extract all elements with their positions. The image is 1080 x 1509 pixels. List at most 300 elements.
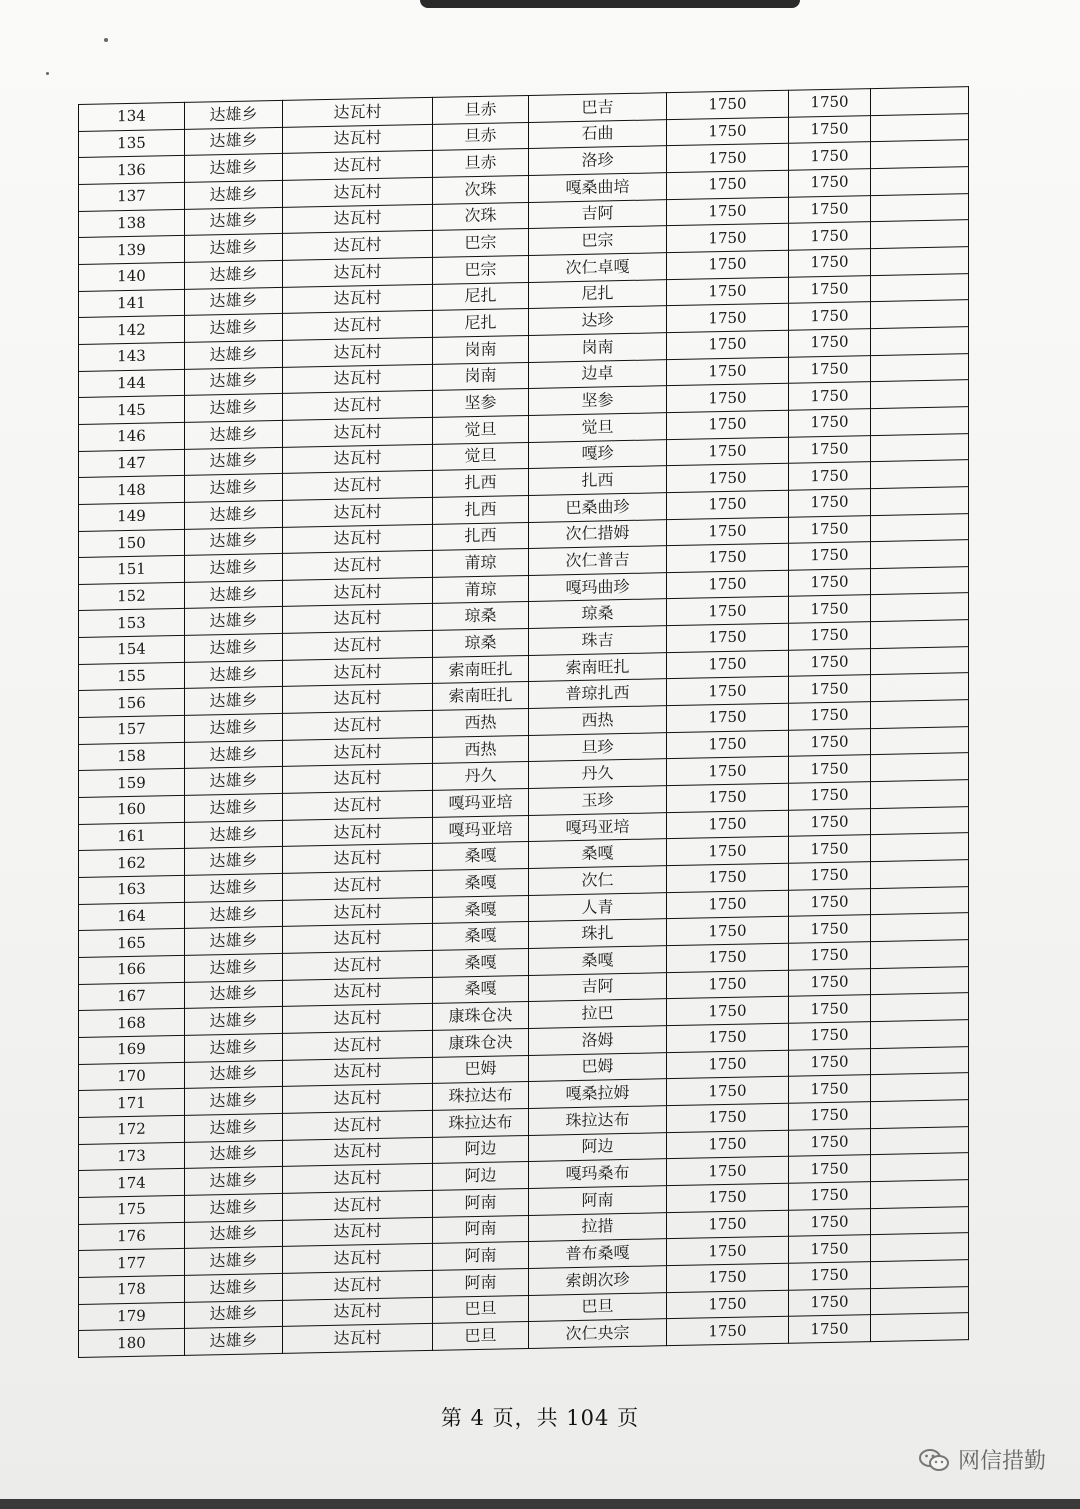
table-cell: 琼桑	[529, 599, 667, 628]
table-cell: 达瓦村	[283, 204, 433, 234]
scan-edge	[0, 1499, 1080, 1509]
table-cell: 1750	[789, 382, 871, 410]
table-cell: 1750	[789, 888, 871, 916]
table-cell	[871, 1180, 969, 1209]
table-cell: 1750	[789, 249, 871, 277]
table-cell: 167	[79, 982, 185, 1011]
table-cell	[871, 833, 969, 862]
table-cell	[871, 220, 969, 249]
table-cell	[871, 700, 969, 729]
table-cell: 1750	[667, 1263, 789, 1292]
table-cell: 达雄乡	[185, 793, 283, 822]
table-cell: 珠吉	[529, 626, 667, 655]
table-cell: 康珠仓决	[433, 1002, 529, 1031]
table-cell: 桑嘎	[433, 975, 529, 1004]
table-cell: 达雄乡	[185, 820, 283, 849]
table-cell: 洛珍	[529, 146, 667, 175]
table-cell: 莆琼	[433, 575, 529, 604]
table-cell: 1750	[789, 222, 871, 250]
table-cell: 1750	[667, 144, 789, 173]
table-cell	[871, 380, 969, 409]
table-cell: 琼桑	[433, 629, 529, 658]
table-cell: 达雄乡	[185, 1007, 283, 1036]
table-cell: 166	[79, 955, 185, 984]
table-cell: 岗南	[433, 362, 529, 391]
table-cell: 1750	[789, 115, 871, 143]
table-cell: 达雄乡	[185, 500, 283, 529]
table-cell: 163	[79, 875, 185, 904]
table-cell: 180	[79, 1329, 185, 1358]
table-cell: 1750	[667, 357, 789, 386]
table-cell: 1750	[667, 677, 789, 706]
table-cell: 扎西	[433, 469, 529, 498]
dust-speck	[104, 38, 108, 42]
table-cell	[871, 193, 969, 222]
table-cell: 索南旺扎	[529, 652, 667, 681]
table-cell: 1750	[667, 810, 789, 839]
table-cell	[871, 993, 969, 1022]
table-cell: 拉巴	[529, 999, 667, 1028]
table-cell: 达瓦村	[283, 444, 433, 474]
table-cell: 达瓦村	[283, 124, 433, 154]
table-cell: 达瓦村	[283, 577, 433, 607]
table-cell: 索朗次珍	[529, 1266, 667, 1295]
table-cell: 1750	[667, 517, 789, 546]
table-cell: 1750	[667, 303, 789, 332]
table-cell	[871, 1313, 969, 1342]
table-cell: 150	[79, 529, 185, 558]
table-cell: 达瓦村	[283, 1244, 433, 1274]
table-cell: 1750	[789, 1022, 871, 1050]
table-cell: 桑嘎	[433, 948, 529, 977]
table-cell: 1750	[667, 383, 789, 412]
table-cell: 达雄乡	[185, 900, 283, 929]
table-cell: 拉措	[529, 1212, 667, 1241]
table-cell	[871, 1153, 969, 1182]
table-cell: 达雄乡	[185, 260, 283, 289]
table-cell: 吉阿	[529, 199, 667, 228]
table-cell	[871, 540, 969, 569]
table-cell: 达雄乡	[185, 847, 283, 876]
table-cell: 嘎桑曲培	[529, 173, 667, 202]
table-cell: 达瓦村	[283, 337, 433, 367]
table-cell: 达雄乡	[185, 1033, 283, 1062]
table-cell: 达瓦村	[283, 950, 433, 980]
table-cell: 146	[79, 422, 185, 451]
table-cell: 1750	[789, 195, 871, 223]
wechat-icon	[918, 1447, 950, 1473]
watermark-text: 网信措勤	[957, 1449, 1046, 1474]
household-table	[78, 86, 968, 1358]
table-cell: 达雄乡	[185, 740, 283, 769]
table-cell: 1750	[789, 1181, 871, 1209]
table-cell: 1750	[667, 837, 789, 866]
table-cell: 扎西	[433, 522, 529, 551]
table-cell: 1750	[667, 783, 789, 812]
table-cell: 嘎玛桑布	[529, 1159, 667, 1188]
table-cell: 1750	[667, 570, 789, 599]
table-cell: 158	[79, 742, 185, 771]
table-cell: 达雄乡	[185, 1220, 283, 1249]
table-cell	[871, 140, 969, 169]
table-cell: 桑嘎	[433, 842, 529, 871]
table-cell	[871, 966, 969, 995]
table-cell: 坚参	[433, 389, 529, 418]
table-cell: 达瓦村	[283, 684, 433, 714]
table-cell: 达瓦村	[283, 657, 433, 687]
table-cell: 阿南	[529, 1186, 667, 1215]
table-cell: 嘎玛曲珍	[529, 572, 667, 601]
table-cell: 1750	[667, 250, 789, 279]
table-cell: 1750	[789, 328, 871, 356]
table-cell	[871, 780, 969, 809]
table-cell: 1750	[789, 1128, 871, 1156]
table-cell: 1750	[667, 463, 789, 492]
table-cell: 石曲	[529, 119, 667, 148]
table-cell: 达雄乡	[185, 447, 283, 476]
table-cell: 1750	[789, 568, 871, 596]
table-cell: 达雄乡	[185, 580, 283, 609]
table-cell: 次珠	[433, 175, 529, 204]
table-cell: 次仁卓嘎	[529, 253, 667, 282]
table-cell: 135	[79, 129, 185, 158]
table-cell: 1750	[667, 1156, 789, 1185]
table-cell: 普布桑嘎	[529, 1239, 667, 1268]
table-cell: 1750	[789, 915, 871, 943]
table-cell: 达瓦村	[283, 817, 433, 847]
table-cell: 达瓦村	[283, 1084, 433, 1114]
table-cell	[871, 593, 969, 622]
table-cell: 178	[79, 1275, 185, 1304]
table-cell: 1750	[667, 1050, 789, 1079]
table-cell: 162	[79, 849, 185, 878]
table-cell: 达瓦村	[283, 497, 433, 527]
table-cell: 138	[79, 209, 185, 238]
table-cell: 珠扎	[529, 919, 667, 948]
table-cell: 达雄乡	[185, 873, 283, 902]
table-cell: 桑嘎	[433, 895, 529, 924]
table-cell: 达雄乡	[185, 660, 283, 689]
table-cell: 1750	[667, 1183, 789, 1212]
table-cell: 152	[79, 582, 185, 611]
table-cell: 1750	[667, 730, 789, 759]
table-cell: 达雄乡	[185, 767, 283, 796]
table-cell: 145	[79, 396, 185, 425]
table-cell	[871, 860, 969, 889]
table-cell	[871, 513, 969, 542]
table-cell: 168	[79, 1009, 185, 1038]
table-cell: 170	[79, 1062, 185, 1091]
table-cell: 达瓦村	[283, 737, 433, 767]
table-cell: 珠拉达布	[529, 1106, 667, 1135]
table-cell: 达瓦村	[283, 1164, 433, 1194]
table-cell: 157	[79, 715, 185, 744]
table-cell	[871, 460, 969, 489]
table-cell: 次珠	[433, 202, 529, 231]
table-cell: 西热	[433, 709, 529, 738]
table-cell: 1750	[789, 942, 871, 970]
table-cell: 岗南	[529, 333, 667, 362]
table-cell: 达雄乡	[185, 1087, 283, 1116]
table-cell: 达瓦村	[283, 257, 433, 287]
table-cell: 达瓦村	[283, 471, 433, 501]
table-cell: 1750	[789, 1235, 871, 1263]
table-cell: 1750	[789, 488, 871, 516]
table-cell: 达珍	[529, 306, 667, 335]
table-cell: 147	[79, 449, 185, 478]
table-cell	[871, 1100, 969, 1129]
table-cell: 1750	[667, 543, 789, 572]
table-cell: 达雄乡	[185, 554, 283, 583]
table-cell: 丹久	[529, 759, 667, 788]
table-cell: 桑嘎	[433, 922, 529, 951]
table-cell: 1750	[789, 595, 871, 623]
table-cell: 嘎桑拉姆	[529, 1079, 667, 1108]
table-cell	[871, 1259, 969, 1288]
table-cell	[871, 433, 969, 462]
table-cell: 165	[79, 929, 185, 958]
table-cell: 旦赤	[433, 95, 529, 124]
table-cell: 139	[79, 236, 185, 265]
table-cell	[871, 1286, 969, 1315]
table-cell: 1750	[789, 808, 871, 836]
table-cell: 160	[79, 795, 185, 824]
table-cell: 嘎玛亚培	[529, 812, 667, 841]
table-cell: 达雄乡	[185, 234, 283, 263]
table-cell: 1750	[667, 1103, 789, 1132]
table-cell: 达瓦村	[283, 1057, 433, 1087]
table-cell: 巴宗	[433, 255, 529, 284]
table-cell: 莆琼	[433, 549, 529, 578]
table-cell: 1750	[789, 89, 871, 117]
table-cell: 1750	[789, 142, 871, 170]
table-cell: 洛姆	[529, 1026, 667, 1055]
table-cell: 1750	[789, 1261, 871, 1289]
table-cell: 玉珍	[529, 786, 667, 815]
table-body	[79, 87, 969, 1358]
table-cell: 达雄乡	[185, 607, 283, 636]
table-cell: 1750	[789, 862, 871, 890]
table-cell: 巴宗	[529, 226, 667, 255]
table-cell	[871, 673, 969, 702]
table-cell: 珠拉达布	[433, 1082, 529, 1111]
table-cell	[871, 1206, 969, 1235]
table-cell: 嘎珍	[529, 439, 667, 468]
table-cell: 1750	[789, 995, 871, 1023]
table-cell: 阿边	[433, 1162, 529, 1191]
table-cell: 149	[79, 502, 185, 531]
table-cell: 1750	[667, 1023, 789, 1052]
table-cell: 155	[79, 662, 185, 691]
table-cell: 1750	[789, 835, 871, 863]
table-cell: 1750	[789, 1288, 871, 1316]
table-cell: 嘎玛亚培	[433, 789, 529, 818]
table-cell: 达瓦村	[283, 924, 433, 954]
table-cell: 达瓦村	[283, 311, 433, 341]
table-cell: 1750	[789, 1208, 871, 1236]
table-cell: 达瓦村	[283, 1030, 433, 1060]
table-cell: 174	[79, 1169, 185, 1198]
table-cell: 1750	[789, 355, 871, 383]
table-cell: 扎西	[529, 466, 667, 495]
table-cell: 达瓦村	[283, 1190, 433, 1220]
table-cell: 达瓦村	[283, 1110, 433, 1140]
table-cell: 达雄乡	[185, 340, 283, 369]
table-cell: 达雄乡	[185, 1193, 283, 1222]
table-cell: 169	[79, 1035, 185, 1064]
table-cell: 巴旦	[529, 1292, 667, 1321]
table-cell: 1750	[789, 275, 871, 303]
table-cell: 达雄乡	[185, 287, 283, 316]
table-cell: 阿南	[433, 1268, 529, 1297]
table-cell: 172	[79, 1115, 185, 1144]
table-cell: 1750	[789, 515, 871, 543]
table-cell: 达雄乡	[185, 314, 283, 343]
table-cell: 达瓦村	[283, 284, 433, 314]
table-cell	[871, 1073, 969, 1102]
table-cell: 1750	[667, 1210, 789, 1239]
table-cell	[871, 913, 969, 942]
table-cell: 达瓦村	[283, 151, 433, 181]
table-cell: 达瓦村	[283, 1297, 433, 1327]
table-cell: 达雄乡	[185, 1300, 283, 1329]
page-top-shadow	[420, 0, 800, 8]
table-cell	[871, 646, 969, 675]
table-cell: 达雄乡	[185, 154, 283, 183]
table-cell: 达瓦村	[283, 631, 433, 661]
table-cell: 阿边	[433, 1135, 529, 1164]
table-cell: 1750	[667, 170, 789, 199]
table-cell: 巴旦	[433, 1322, 529, 1351]
table-cell: 达雄乡	[185, 1140, 283, 1169]
table-cell: 1750	[667, 1236, 789, 1265]
table-cell: 达瓦村	[283, 231, 433, 261]
table-cell: 1750	[789, 648, 871, 676]
table-cell: 1750	[667, 1130, 789, 1159]
table-cell: 159	[79, 769, 185, 798]
table-cell: 旦赤	[433, 149, 529, 178]
table-cell: 西热	[433, 735, 529, 764]
table-cell: 达雄乡	[185, 207, 283, 236]
table-cell: 达瓦村	[283, 524, 433, 554]
table-cell: 达瓦村	[283, 364, 433, 394]
table-cell	[871, 1126, 969, 1155]
table-cell: 1750	[667, 890, 789, 919]
table-cell: 141	[79, 289, 185, 318]
table-cell: 171	[79, 1089, 185, 1118]
table-cell: 普琼扎西	[529, 679, 667, 708]
table-cell: 达瓦村	[283, 1004, 433, 1034]
table-cell	[871, 1020, 969, 1049]
table-cell	[871, 167, 969, 196]
table-cell	[871, 300, 969, 329]
table-cell: 1750	[667, 863, 789, 892]
table-cell: 达雄乡	[185, 1167, 283, 1196]
table-cell: 156	[79, 689, 185, 718]
table-cell: 136	[79, 156, 185, 185]
table-cell: 1750	[667, 224, 789, 253]
table-cell: 达雄乡	[185, 420, 283, 449]
table-cell: 1750	[667, 437, 789, 466]
table-cell: 1750	[667, 597, 789, 626]
table-cell: 达瓦村	[283, 97, 433, 127]
table-cell: 阿南	[433, 1188, 529, 1217]
table-cell: 达瓦村	[283, 551, 433, 581]
table-cell	[871, 486, 969, 515]
table-cell: 176	[79, 1222, 185, 1251]
table-cell: 坚参	[529, 386, 667, 415]
table-cell: 1750	[789, 755, 871, 783]
table-cell: 142	[79, 316, 185, 345]
table-cell: 巴桑曲珍	[529, 493, 667, 522]
table-cell	[871, 1046, 969, 1075]
table-cell: 达瓦村	[283, 870, 433, 900]
table-cell: 1750	[789, 1102, 871, 1130]
table-cell: 1750	[789, 462, 871, 490]
table-cell: 1750	[667, 997, 789, 1026]
table-cell: 达雄乡	[185, 1113, 283, 1142]
table-cell: 巴姆	[529, 1052, 667, 1081]
table-cell: 吉阿	[529, 972, 667, 1001]
table-cell: 索南旺扎	[433, 655, 529, 684]
table-cell	[871, 353, 969, 382]
table-cell: 1750	[667, 490, 789, 519]
table-cell: 巴旦	[433, 1295, 529, 1324]
table-cell: 179	[79, 1302, 185, 1331]
table-cell: 达雄乡	[185, 127, 283, 156]
table-cell: 达雄乡	[185, 713, 283, 742]
table-cell: 次仁措姆	[529, 519, 667, 548]
table-cell: 1750	[789, 1048, 871, 1076]
table-cell: 达雄乡	[185, 687, 283, 716]
table-cell: 1750	[667, 330, 789, 359]
table-cell: 1750	[667, 1290, 789, 1319]
table-cell: 索南旺扎	[433, 682, 529, 711]
table-cell: 达雄乡	[185, 953, 283, 982]
table-cell: 达雄乡	[185, 927, 283, 956]
table-cell: 达雄乡	[185, 180, 283, 209]
table-cell: 桑嘎	[529, 839, 667, 868]
table-cell: 153	[79, 609, 185, 638]
table-cell: 达雄乡	[185, 1247, 283, 1276]
table-cell: 嘎玛亚培	[433, 815, 529, 844]
table-cell: 164	[79, 902, 185, 931]
table-cell	[871, 620, 969, 649]
table-cell: 达雄乡	[185, 394, 283, 423]
table-cell: 达瓦村	[283, 604, 433, 634]
watermark	[918, 1444, 1046, 1475]
table-cell: 1750	[789, 542, 871, 570]
table-cell: 达瓦村	[283, 1217, 433, 1247]
table-cell: 扎西	[433, 495, 529, 524]
table-cell	[871, 1233, 969, 1262]
table-cell	[871, 273, 969, 302]
table-cell	[871, 940, 969, 969]
table-cell: 1750	[667, 117, 789, 146]
table-cell: 达雄乡	[185, 474, 283, 503]
table-cell: 达瓦村	[283, 897, 433, 927]
table-cell: 137	[79, 182, 185, 211]
table-cell: 达瓦村	[283, 177, 433, 207]
table-cell: 1750	[667, 917, 789, 946]
table-cell: 达瓦村	[283, 1270, 433, 1300]
table-cell: 巴宗	[433, 229, 529, 258]
table-cell: 桑嘎	[433, 868, 529, 897]
table-cell: 尼扎	[529, 279, 667, 308]
table-cell	[871, 247, 969, 276]
table-cell: 达瓦村	[283, 1137, 433, 1167]
table-cell: 1750	[667, 943, 789, 972]
